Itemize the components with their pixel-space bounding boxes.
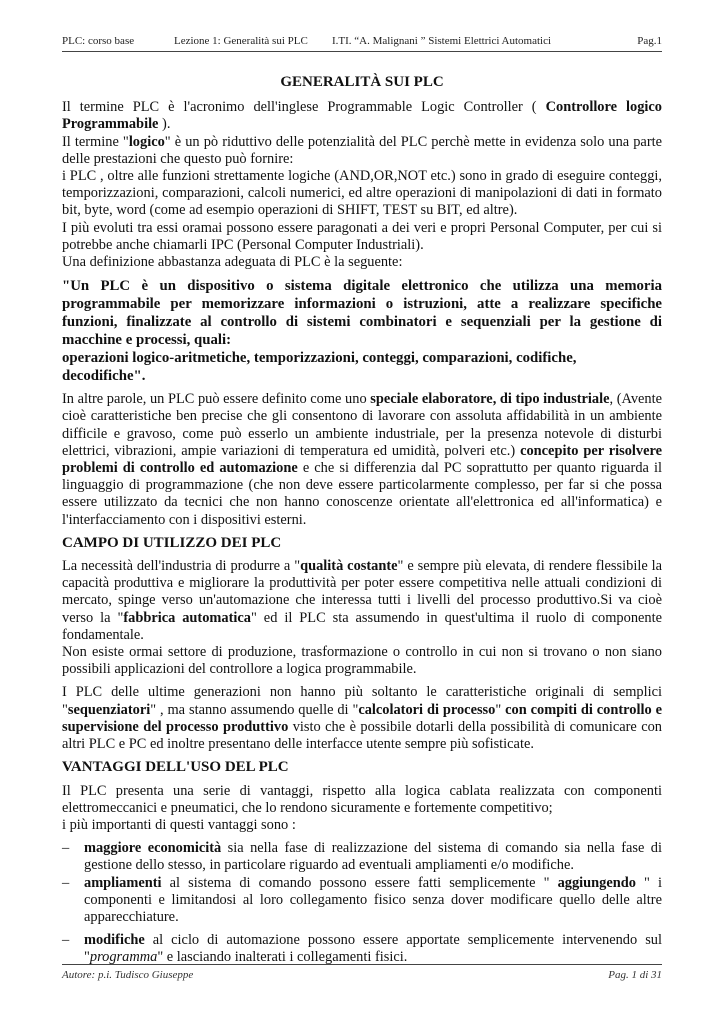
header-course: PLC: corso base bbox=[62, 35, 135, 47]
text-run: " e lasciando inalterati i collegamenti fisici. bbox=[157, 949, 408, 966]
section-heading-vantaggi: VANTAGGI DELL'USO DEL PLC bbox=[62, 759, 289, 776]
dash-bullet: – bbox=[62, 840, 70, 857]
text-run: " e sempre più elevata, di rendere flessibile la capacità produttiva e migliorare la produttività per poter essere competitiva nelle attuali condizioni di mercato, spinge verso un'automazione che interessa tutti i livelli del processo produttivo.Si va cioè verso la " bbox=[62, 558, 663, 626]
italic-term: programma bbox=[89, 949, 158, 966]
bold-term: modifiche bbox=[84, 932, 145, 949]
page-footer bbox=[62, 964, 662, 981]
bold-term: speciale elaboratore, di tipo industriale bbox=[370, 391, 610, 408]
intro-paragraph-logico bbox=[62, 134, 662, 168]
plc-definition-quote bbox=[62, 277, 662, 385]
text-run: , (Avente cioè caratteristiche ben precise che gli consentono di lavorare con assoluta affidabilità in un ambiente difficile e gravoso, come può esserlo un ambiente industriale, per la presenza notevole di disturbi elettrici, vibrazioni, ampie variazioni di temperatura ed umidità, polveri etc.) bbox=[62, 391, 662, 459]
header-lesson: Lezione 1: Generalità sui PLC bbox=[174, 35, 308, 47]
vantaggi-paragraph-1: Il PLC presenta una serie di vantaggi, rispetto alla logica cablata realizzata con componenti elettromeccanici e pneumatici, che lo rendono sicuramente e fortemente competitivo; bbox=[62, 782, 662, 816]
bold-term: sequenziatori bbox=[67, 701, 151, 718]
bold-term: aggiungendo bbox=[557, 874, 636, 891]
document-body bbox=[62, 74, 662, 967]
intro-paragraph-ipc: I più evoluti tra essi oramai possono essere paragonati a dei veri e propri Personal Computer, per cui si potrebbe anche chiamarli IPC (Personal Computer Industriali). bbox=[62, 219, 662, 253]
text-run: La necessità dell'industria di produrre a " bbox=[62, 558, 301, 575]
text-run: " è un pò riduttivo delle potenzialità del PLC perchè mette in evidenza solo una parte delle prestazioni che questo può fornire: bbox=[62, 133, 663, 167]
text-run: Il termine PLC è l'acronimo dell'inglese Programmable Logic Controller ( bbox=[62, 99, 546, 116]
text-run: In altre parole, un PLC può essere definito come uno bbox=[62, 391, 371, 408]
text-run: ). bbox=[158, 116, 171, 133]
text-run: " , ma stanno assumendo quelle di " bbox=[150, 701, 359, 718]
campo-paragraph-3 bbox=[62, 684, 662, 753]
text-run: " ed il PLC sta assumendo in quest'ultima il ruolo di componente fondamentale. bbox=[62, 609, 662, 643]
text-run: al sistema di comando possono essere fatti semplicemente " bbox=[161, 874, 558, 891]
definition-line-1: "Un PLC è un dispositivo o sistema digitale elettronico che utilizza una memoria programmabile per memorizzare informazioni o istruzioni, atte a realizzare specifiche funzioni, finalizzate al controllo di sistemi combinatori e sequenziali per la gestione di macchine e processi, quali: bbox=[62, 278, 662, 349]
bold-term: logico bbox=[128, 133, 165, 150]
bold-term: ampliamenti bbox=[84, 874, 162, 891]
text-run: Il termine " bbox=[62, 133, 129, 150]
footer-page-count: Pag. 1 di 31 bbox=[608, 969, 662, 981]
vantaggi-paragraph-2: i più importanti di questi vantaggi sono : bbox=[62, 816, 296, 833]
list-item bbox=[62, 875, 662, 927]
bold-term: calcolatori di processo bbox=[358, 701, 496, 718]
intro-paragraph-acronym bbox=[62, 99, 662, 133]
section-heading-campo: CAMPO DI UTILIZZO DEI PLC bbox=[62, 534, 282, 551]
text-run: " bbox=[495, 701, 506, 718]
bold-term: Controllore logico Programmabile bbox=[62, 99, 662, 133]
page-title: GENERALITÀ SUI PLC bbox=[280, 74, 444, 90]
dash-bullet: – bbox=[62, 932, 70, 949]
explanation-paragraph bbox=[62, 391, 662, 529]
text-run: sia nella fase di realizzazione del sistema di comando sia nella fase di gestione dello stesso, in particolare riguardo ad eventuali ampliamenti e/o modifiche. bbox=[84, 840, 663, 874]
header-school: I.TI. “A. Malignani ” Sistemi Elettrici Automatici bbox=[332, 35, 552, 47]
list-item bbox=[62, 932, 662, 966]
text-run: visto che è possibile dotarli della possibilità di comunicare con altri PLC e PC ed inoltre presentano delle interfacce utente sempre più sofisticate. bbox=[62, 718, 662, 753]
bold-term: con compiti di controllo e supervisione del processo produttivo bbox=[62, 701, 662, 735]
text-run: " i componenti e limitandosi al loro collegamento fisico senza dover modificare quello delle altre apparecchiature. bbox=[84, 874, 662, 925]
footer-author: Autore: p.i. Tudisco Giuseppe bbox=[62, 969, 194, 981]
page-header bbox=[62, 33, 662, 52]
dash-bullet: – bbox=[62, 874, 70, 891]
header-page-number: Pag.1 bbox=[637, 35, 662, 47]
intro-paragraph-definition-lead: Una definizione abbastanza adeguata di PLC è la seguente: bbox=[62, 254, 403, 271]
advantages-list bbox=[62, 840, 662, 966]
bold-term: maggiore economicità bbox=[84, 840, 222, 857]
bold-term: qualità costante bbox=[300, 558, 398, 575]
campo-paragraph-2: Non esiste ormai settore di produzione, trasformazione o controllo in cui non si trovano o non siano possibili applicazioni del controllore a logica programmabile. bbox=[62, 644, 662, 678]
text-run: I PLC delle ultime generazioni non hanno più soltanto le caratteristiche originali di semplici " bbox=[62, 684, 662, 718]
intro-paragraph-functions: i PLC , oltre alle funzioni strettamente logiche (AND,OR,NOT etc.) sono in grado di eseguire conteggi, temporizzazioni, comparazioni, calcoli numerici, ed altre operazioni di manipolazioni di dati in formato bit, byte, word (come ad esempio operazioni di SHIFT, TEST su BIT, ed altre). bbox=[62, 168, 662, 219]
campo-paragraph-1 bbox=[62, 558, 662, 644]
list-item bbox=[62, 840, 662, 874]
text-run: al ciclo di automazione possono essere apportate semplicemente intervenendo sul " bbox=[84, 932, 662, 966]
bold-term: concepito per risolvere problemi di controllo ed automazione bbox=[62, 442, 663, 477]
text-run: e che si differenzia dal PC soprattutto per quanto riguarda il linguaggio di programmazione (che non deve essere particolarmente complesso, per far si che possa essere utilizzato da tecnici che non hanno conoscenze orientate all'elettronica ed all'informatica) e l'interfacciamento con i dispositivi esterni. bbox=[62, 460, 662, 528]
definition-line-2: operazioni logico-aritmetiche, temporizzazioni, conteggi, comparazioni, codifiche, decodifiche". bbox=[62, 350, 577, 385]
bold-term: fabbrica automatica bbox=[123, 609, 251, 626]
